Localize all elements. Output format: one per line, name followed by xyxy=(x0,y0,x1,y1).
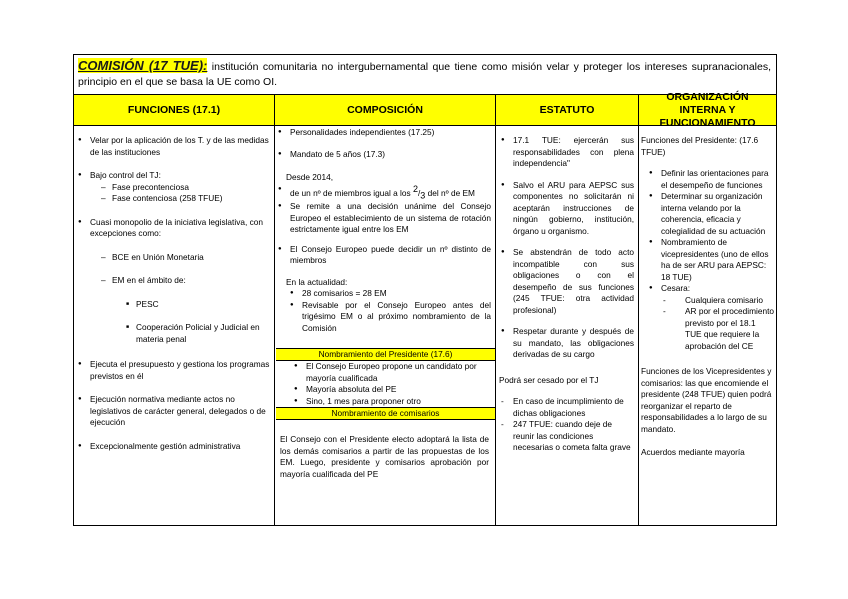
list-item: ● Cuasi monopolio de la iniciativa legislativa, con excepciones como: – BCE en Unión Monetaria – EM en el ámbito de: ■ PESC ■ Cooperación Policial y Judicial en materia penal xyxy=(76,217,272,346)
nombramiento-comisarios-heading: Nombramiento de comisarios xyxy=(276,407,495,420)
list-item: ● Personalidades independientes (17.25) xyxy=(276,127,491,139)
list-item: ● Cesara: - Cualquiera comisario - AR por el procedimiento previsto por el 18.1 TUE que requiere la aprobación del CE xyxy=(647,283,774,352)
desde-label: Desde 2014, xyxy=(286,172,334,182)
list-item: ● Sino, 1 mes para proponer otro xyxy=(292,396,491,408)
list-item: ● Revisable por el Consejo Europeo antes del trigésimo EM o al próximo nombramiento de la Comisión xyxy=(288,300,491,335)
actualidad-label: En la actualidad: xyxy=(286,276,348,287)
list-item: ● Salvo el ARU para AEPSC sus componentes no solicitarán ni aceptarán instrucciones de ningún gobierno, institución, órgano u organismo. xyxy=(499,180,634,238)
list-item: – BCE en Unión Monetaria xyxy=(76,252,272,264)
header-estatuto: ESTATUTO xyxy=(496,95,638,126)
list-item: ● 17.1 TUE: ejercerán sus responsabilidades con plena independencia" xyxy=(499,135,634,170)
cesado-label: Podrá ser cesado por el TJ xyxy=(499,374,599,385)
estatuto-column xyxy=(499,126,634,525)
list-item: ● Nombramiento de vicepresidentes (uno de ellos ha de ser ARU para AEPSC: 18 TUE) xyxy=(647,237,774,283)
header-organizacion: ORGANIZACIÓN INTERNA Y FUNCIONAMIENTO xyxy=(639,95,776,126)
comision-table xyxy=(73,54,777,526)
header-funciones: FUNCIONES (17.1) xyxy=(74,95,274,126)
list-item: ● Velar por la aplicación de los T. y de las medidas de las instituciones xyxy=(76,135,272,158)
funciones-column xyxy=(76,126,272,525)
list-item: – Fase contenciosa (258 TFUE) xyxy=(76,193,272,205)
divider xyxy=(495,95,496,525)
title-row xyxy=(74,55,776,95)
divider xyxy=(638,95,639,525)
list-item: - Cualquiera comisario xyxy=(661,295,774,307)
header-composicion: COMPOSICIÓN xyxy=(275,95,495,126)
organizacion-column xyxy=(641,126,774,525)
composicion-column xyxy=(276,126,495,525)
list-item: ● El Consejo Europeo propone un candidato por mayoría cualificada xyxy=(292,361,491,384)
list-item: ■ PESC xyxy=(76,299,272,311)
list-item: ● Mandato de 5 años (17.3) xyxy=(276,149,491,161)
nombramiento-presidente-heading: Nombramiento del Presidente (17.6) xyxy=(276,348,495,361)
acuerdos-text: Acuerdos mediante mayoría xyxy=(641,447,745,457)
list-item: ● Respetar durante y después de su mandato, las obligaciones derivadas de su cargo xyxy=(499,326,634,361)
list-item: ● El Consejo Europeo puede decidir un nº distinto de miembros xyxy=(276,244,491,267)
title-text: institución comunitaria no intergubernamental que tiene como misión velar y proteger los intereses supranacionales, principio en el que se basa la UE como OI. xyxy=(78,61,771,88)
list-item: ● Se remite a una decisión unánime del Consejo Europeo el establecimiento de un sistema de rotación estrictamente igual entre los EM xyxy=(276,201,491,236)
comisarios-text: El Consejo con el Presidente electo adoptará la lista de los demás comisarios a partir de las propuestas de los EM. Luego, presidente y comisarios aprobación por mayoría cualificada del PE xyxy=(280,434,489,479)
list-item: ● Mayoría absoluta del PE xyxy=(292,384,491,396)
organizacion-intro: Funciones del Presidente: (17.6 TFUE) xyxy=(641,135,759,157)
list-item: - 247 TFUE: cuando deje de reunir las condiciones necesarias o cometa falta grave xyxy=(499,419,634,454)
list-item: ● Excepcionalmente gestión administrativa xyxy=(76,441,272,453)
list-item: ● Ejecución normativa mediante actos no legislativos de carácter general, delegados o de ejecución xyxy=(76,394,272,429)
list-item: ● de un nº de miembros igual a los $^2/_3$ del nº de EM xyxy=(276,184,491,202)
title-label: COMISIÓN (17 TUE): xyxy=(78,58,208,73)
list-item: ● 28 comisarios = 28 EM xyxy=(288,288,491,300)
list-item: - AR por el procedimiento previsto por el 18.1 TUE que requiere la aprobación del CE xyxy=(661,306,774,352)
list-item: ● Determinar su organización interna velando por la coherencia, eficacia y colegialidad de su actuación xyxy=(647,191,774,237)
list-item: - En caso de incumplimiento de dichas obligaciones xyxy=(499,396,634,419)
vice-text: Funciones de los Vicepresidentes y comisarios: las que encomiende el presidente (248 TFUE) quien podrá reorganizar el reparto de responsabilidades a lo largo de su mandato. xyxy=(641,366,772,434)
list-item: – Fase precontenciosa xyxy=(76,182,272,194)
list-item: ● Bajo control del TJ: – Fase precontenciosa – Fase contenciosa (258 TFUE) xyxy=(76,170,272,205)
list-item: ● Definir las orientaciones para el desempeño de funciones xyxy=(647,168,774,191)
list-item: ■ Cooperación Policial y Judicial en materia penal xyxy=(76,322,272,345)
list-item: ● Se abstendrán de todo acto incompatible con sus obligaciones o con el desempeño de sus funciones (245 TFUE: otra actividad profesional) xyxy=(499,247,634,316)
list-item: – EM en el ámbito de: ■ PESC ■ Cooperación Policial y Judicial en materia penal xyxy=(76,275,272,345)
divider xyxy=(274,95,275,525)
list-item: ● Ejecuta el presupuesto y gestiona los programas previstos en él xyxy=(76,359,272,382)
